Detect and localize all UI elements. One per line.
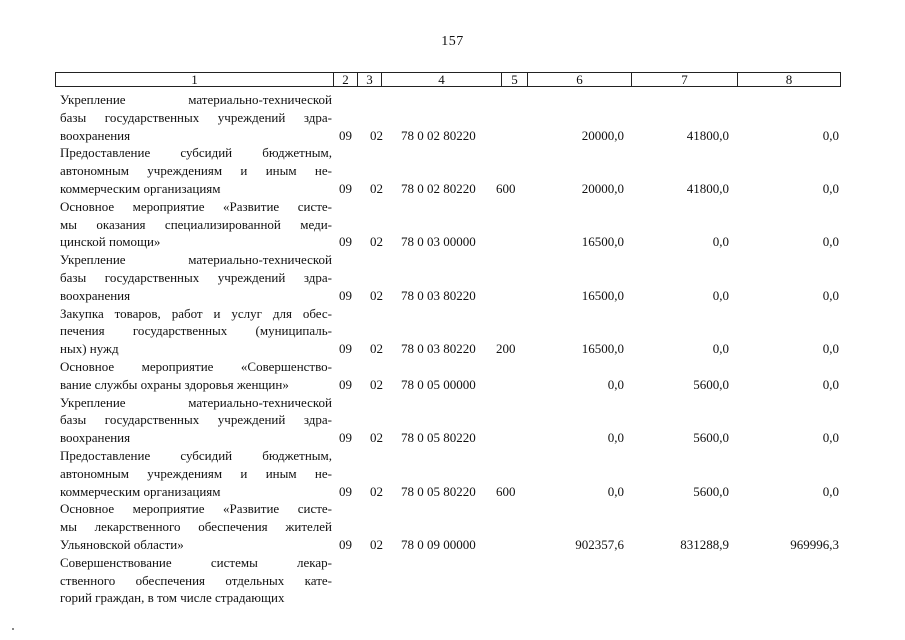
row-description	[60, 447, 332, 500]
cell-c6: 16500,0	[581, 234, 624, 250]
description-line: коммерческим организациям	[60, 180, 221, 196]
description-line: Совершенствование системы лекар-	[60, 554, 332, 570]
cell-c6: 0,0	[607, 430, 624, 446]
cell-c7: 0,0	[712, 234, 729, 250]
description-line: Основное мероприятие «Развитие систе-	[60, 501, 332, 517]
description-line: базы государственных учреждений здра-	[60, 109, 332, 125]
cell-c7: 0,0	[712, 287, 729, 303]
row-description	[60, 144, 332, 197]
cell-c7: 831288,9	[680, 536, 729, 552]
cell-c3: 02	[370, 341, 383, 357]
scan-speck	[12, 628, 14, 630]
cell-c2: 09	[339, 376, 352, 392]
cell-c2: 09	[339, 127, 352, 143]
cell-c4: 78 0 09 00000	[401, 536, 476, 552]
cell-c3: 02	[370, 430, 383, 446]
cell-c4: 78 0 02 80220	[401, 180, 476, 196]
cell-c6: 902357,6	[575, 536, 624, 552]
description-line: воохранения	[60, 287, 131, 303]
cell-c8: 0,0	[822, 234, 839, 250]
cell-c7: 41800,0	[686, 180, 729, 196]
cell-c6: 0,0	[607, 483, 624, 499]
row-description	[60, 500, 332, 553]
description-line: автономным учреждениям и иным не-	[60, 465, 332, 481]
header-col-3: 3	[357, 73, 381, 86]
description-line: Ульяновской области»	[60, 536, 184, 552]
cell-c4: 78 0 05 80220	[401, 483, 476, 499]
cell-c3: 02	[370, 127, 383, 143]
header-col-1: 1	[191, 72, 198, 87]
header-col-8: 8	[737, 73, 840, 86]
cell-c7: 5600,0	[693, 376, 729, 392]
description-line: Предоставление субсидий бюджетным,	[60, 448, 332, 463]
row-description	[60, 358, 332, 394]
description-line: горий граждан, в том числе страдающих	[60, 590, 285, 606]
description-line: мы лекарственного обеспечения жителей	[60, 519, 332, 535]
header-col-7: 7	[631, 73, 737, 86]
cell-c8: 0,0	[822, 127, 839, 143]
cell-c5: 600	[496, 483, 516, 499]
cell-c8: 0,0	[822, 180, 839, 196]
description-line: вание службы охраны здоровья женщин»	[60, 376, 289, 392]
description-line: Предоставление субсидий бюджетным,	[60, 145, 332, 161]
cell-c7: 5600,0	[693, 430, 729, 446]
description-line: воохранения	[60, 127, 131, 143]
cell-c4: 78 0 05 80220	[401, 430, 476, 446]
description-line: базы государственных учреждений здра-	[60, 412, 332, 428]
row-description	[60, 198, 332, 251]
cell-c7: 5600,0	[693, 483, 729, 499]
cell-c7: 0,0	[712, 341, 729, 357]
row-description	[60, 251, 332, 304]
cell-c8: 0,0	[822, 341, 839, 357]
cell-c3: 02	[370, 536, 383, 552]
cell-c5: 600	[496, 180, 516, 196]
cell-c3: 02	[370, 483, 383, 499]
cell-c2: 09	[339, 180, 352, 196]
cell-c3: 02	[370, 234, 383, 250]
cell-c8: 0,0	[822, 483, 839, 499]
cell-c4: 78 0 02 80220	[401, 127, 476, 143]
cell-c8: 969996,3	[790, 536, 839, 552]
cell-c4: 78 0 03 00000	[401, 234, 476, 250]
cell-c2: 09	[339, 234, 352, 250]
page-number: 157	[441, 34, 464, 49]
cell-c4: 78 0 05 00000	[401, 376, 476, 392]
cell-c2: 09	[339, 430, 352, 446]
cell-c2: 09	[339, 341, 352, 357]
row-description	[60, 554, 332, 607]
row-description	[60, 91, 332, 144]
description-line: коммерческим организациям	[60, 483, 221, 499]
cell-c5: 200	[496, 341, 516, 357]
header-col-4: 4	[381, 73, 501, 86]
description-line: Укрепление материально-технической	[60, 394, 332, 410]
header-col-2: 2	[333, 73, 357, 86]
cell-c8: 0,0	[822, 430, 839, 446]
description-line: ственного обеспечения отдельных кате-	[60, 572, 332, 588]
cell-c4: 78 0 03 80220	[401, 287, 476, 303]
description-line: мы оказания специализированной меди-	[60, 216, 332, 232]
row-description	[60, 394, 332, 447]
description-line: печения государственных (муниципаль-	[60, 323, 332, 339]
description-line: Закупка товаров, работ и услуг для обес-	[60, 305, 332, 321]
description-line: Основное мероприятие «Развитие систе-	[60, 198, 332, 214]
row-description	[60, 305, 332, 358]
cell-c6: 0,0	[607, 376, 624, 392]
cell-c8: 0,0	[822, 287, 839, 303]
cell-c7: 41800,0	[686, 127, 729, 143]
table-header	[55, 72, 841, 87]
cell-c4: 78 0 03 80220	[401, 341, 476, 357]
cell-c6: 16500,0	[581, 287, 624, 303]
cell-c6: 16500,0	[581, 341, 624, 357]
description-line: ных) нужд	[60, 341, 119, 357]
description-line: Укрепление материально-технической	[60, 92, 332, 107]
cell-c2: 09	[339, 483, 352, 499]
cell-c8: 0,0	[822, 376, 839, 392]
cell-c3: 02	[370, 180, 383, 196]
header-col-6: 6	[527, 73, 631, 86]
cell-c6: 20000,0	[581, 180, 624, 196]
cell-c6: 20000,0	[581, 127, 624, 143]
cell-c2: 09	[339, 287, 352, 303]
description-line: Основное мероприятие «Совершенство-	[60, 359, 332, 374]
description-line: автономным учреждениям и иным не-	[60, 163, 332, 179]
description-line: базы государственных учреждений здра-	[60, 269, 332, 285]
description-line: Укрепление материально-технической	[60, 252, 332, 268]
cell-c3: 02	[370, 287, 383, 303]
description-line: воохранения	[60, 430, 131, 446]
description-line: цинской помощи»	[60, 234, 161, 250]
header-col-5: 5	[501, 73, 527, 86]
cell-c2: 09	[339, 536, 352, 552]
cell-c3: 02	[370, 376, 383, 392]
